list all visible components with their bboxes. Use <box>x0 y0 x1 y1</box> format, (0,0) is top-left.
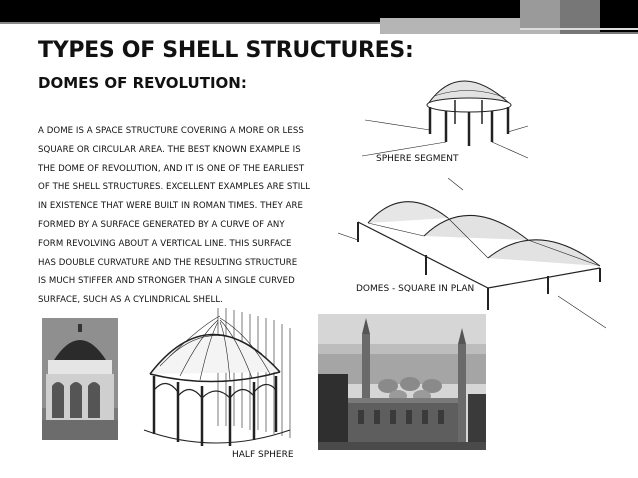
slide-title: TYPES OF SHELL STRUCTURES: <box>38 38 414 63</box>
mosque-photo <box>318 314 486 450</box>
body-line: HAS DOUBLE CURVATURE AND THE RESULTING STRUCTURE <box>38 257 298 268</box>
body-line: OF THE SHELL STRUCTURES. EXCELLENT EXAMPLES ARE STILL <box>38 182 311 193</box>
body-paragraph <box>38 122 338 310</box>
body-line: SQUARE OR CIRCULAR AREA. THE BEST KNOWN EXAMPLE IS <box>38 144 301 155</box>
caption-domes-square: DOMES - SQUARE IN PLAN <box>356 284 475 294</box>
half-sphere-illustration <box>140 306 300 452</box>
caption-half-sphere: HALF SPHERE <box>232 450 294 460</box>
body-line: SURFACE, SUCH AS A CYLINDRICAL SHELL. <box>38 295 223 306</box>
body-line: IN EXISTENCE THAT WERE BUILT IN ROMAN TIMES. THEY ARE <box>38 201 304 212</box>
body-line: IS MUCH STIFFER AND STRONGER THAN A SINGLE CURVED <box>38 276 295 287</box>
body-line: FORM REVOLVING ABOUT A VERTICAL LINE. THIS SURFACE <box>38 238 292 249</box>
sphere-segment-illustration <box>360 54 530 164</box>
caption-sphere-segment: SPHERE SEGMENT <box>376 154 459 164</box>
top-decorative-bar <box>0 0 638 34</box>
body-line: FORMED BY A SURFACE GENERATED BY A CURVE OF ANY <box>38 219 285 230</box>
domed-pavilion-photo <box>42 318 118 440</box>
slide-subtitle: DOMES OF REVOLUTION: <box>38 74 247 92</box>
body-line: A DOME IS A SPACE STRUCTURE COVERING A MORE OR LESS <box>38 126 304 136</box>
body-line: THE DOME OF REVOLUTION, AND IT IS ONE OF THE EARLIEST <box>38 163 305 174</box>
